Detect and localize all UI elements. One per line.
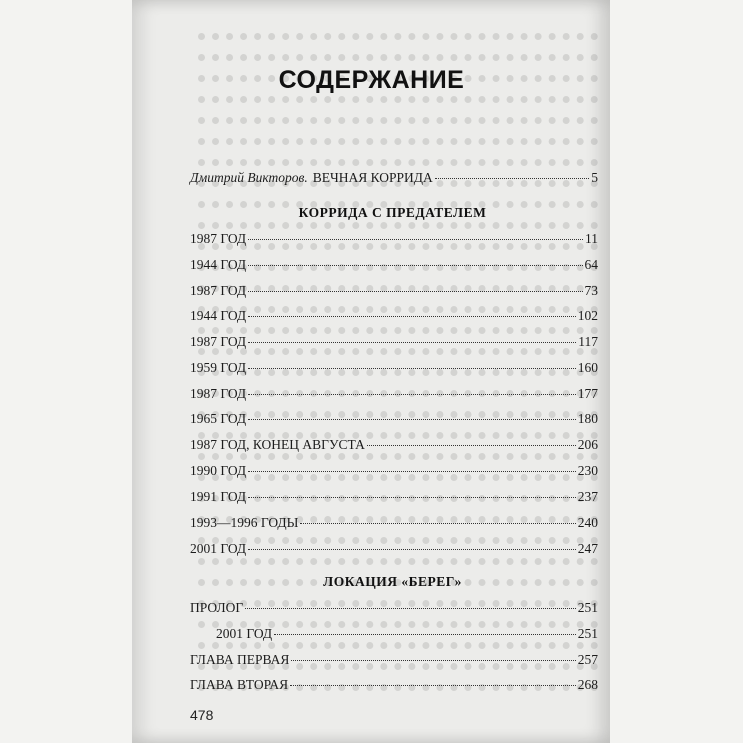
toc-entry-page: 160 — [577, 360, 598, 375]
toc-entry — [190, 463, 598, 479]
leader-dots — [245, 608, 576, 609]
leader-dots — [248, 368, 576, 369]
toc-entry-page: 102 — [577, 308, 598, 323]
leader-dots — [248, 471, 576, 472]
toc-entry-title — [190, 170, 433, 186]
toc-entry-page: 177 — [577, 386, 598, 401]
toc-entry-title: 2001 ГОД — [190, 541, 247, 556]
toc-entry-title: 1959 ГОД — [190, 360, 247, 375]
toc-entry-intro — [190, 170, 598, 186]
leader-dots — [248, 342, 576, 343]
leader-dots — [248, 239, 583, 240]
toc-entry-page: 240 — [577, 515, 598, 530]
toc-entry — [190, 515, 598, 531]
toc-entry-page: 117 — [578, 334, 598, 349]
toc-entry-title: 1965 ГОД — [190, 411, 247, 426]
toc-entry — [190, 411, 598, 427]
toc-entry-page: 268 — [577, 677, 598, 692]
toc-entry-page: 230 — [577, 463, 598, 478]
leader-dots — [290, 685, 576, 686]
leader-dots — [248, 549, 576, 550]
toc-entry-title: 1991 ГОД — [190, 489, 247, 504]
toc-entry-title: ПРОЛОГ — [190, 600, 244, 615]
toc-entry-page: 206 — [577, 437, 598, 452]
toc-entry — [190, 652, 598, 668]
toc-entry — [190, 437, 598, 453]
leader-dots — [367, 445, 576, 446]
toc-entry-page: 5 — [591, 170, 598, 185]
toc-entry-page: 73 — [584, 283, 598, 298]
toc-entry-page: 251 — [577, 626, 598, 641]
toc-entry — [190, 360, 598, 376]
toc-entry-page: 237 — [577, 489, 598, 504]
leader-dots — [248, 316, 576, 317]
leader-dots — [248, 497, 576, 498]
toc-entry-title: ГЛАВА ПЕРВАЯ — [190, 652, 290, 667]
toc-entry — [190, 541, 598, 557]
section-heading-2: ЛОКАЦИЯ «БЕРЕГ» — [323, 574, 462, 589]
toc-entry — [190, 257, 598, 273]
toc-entry-title: 1987 ГОД, КОНЕЦ АВГУСТА — [190, 437, 365, 452]
toc-entry-page: 64 — [584, 257, 598, 272]
toc-entry — [190, 600, 598, 616]
toc-entry-page: 257 — [577, 652, 598, 667]
toc-entry — [190, 283, 598, 299]
toc-entry-title: 1944 ГОД — [190, 257, 247, 272]
toc-entry-title: 1990 ГОД — [190, 463, 247, 478]
section-heading-1: КОРРИДА С ПРЕДАТЕЛЕМ — [298, 205, 487, 220]
toc-entry-title: 1987 ГОД — [190, 386, 247, 401]
leader-dots — [274, 634, 576, 635]
leader-dots — [300, 523, 575, 524]
toc-entry-title: 1944 ГОД — [190, 308, 247, 323]
leader-dots — [248, 419, 576, 420]
toc-entry — [190, 489, 598, 505]
toc-entry — [190, 386, 598, 402]
toc-entry — [190, 308, 598, 324]
toc-entry-page: 11 — [585, 231, 598, 246]
toc-entry — [190, 231, 598, 247]
toc-entry — [190, 334, 598, 350]
toc-entry — [190, 626, 598, 642]
leader-dots — [248, 265, 582, 266]
toc-entry-author: Дмитрий Викторов. — [190, 170, 308, 185]
toc-entry-title: ГЛАВА ВТОРАЯ — [190, 677, 289, 692]
page-number: 478 — [190, 707, 214, 723]
page-title: СОДЕРЖАНИЕ — [278, 66, 465, 94]
toc-entry-page: 251 — [577, 600, 598, 615]
toc-entry-title: 1987 ГОД — [190, 231, 247, 246]
leader-dots — [248, 394, 576, 395]
toc-entry-title: 2001 ГОД — [216, 626, 273, 641]
toc-entry-page: 247 — [577, 541, 598, 556]
toc-entry-title: 1993—1996 ГОДЫ — [190, 515, 299, 530]
toc-entry-title: 1987 ГОД — [190, 283, 247, 298]
leader-dots — [435, 178, 590, 179]
toc-entry-title: 1987 ГОД — [190, 334, 247, 349]
leader-dots — [248, 291, 582, 292]
toc-entry — [190, 677, 598, 693]
toc-entry-page: 180 — [577, 411, 598, 426]
leader-dots — [291, 660, 575, 661]
toc-entry-title-text: ВЕЧНАЯ КОРРИДА — [312, 170, 433, 185]
